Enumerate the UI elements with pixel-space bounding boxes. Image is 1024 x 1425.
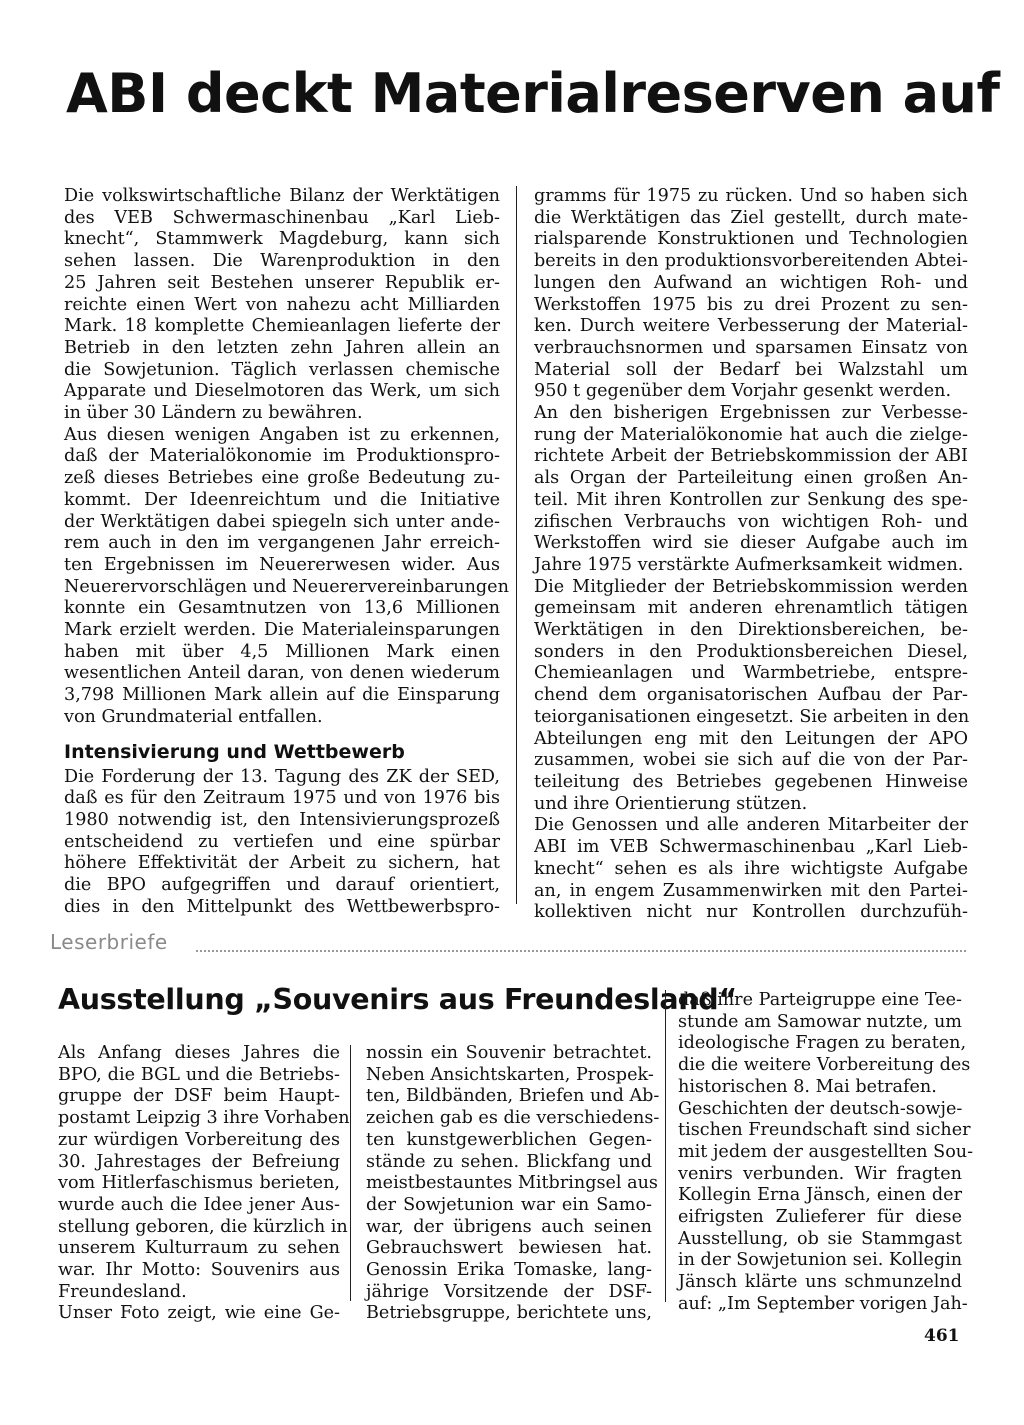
text-line: kollektiven nicht nur Kontrollen durchzufüh- [534, 902, 968, 923]
text-line: die Sowjetunion. Täglich verlassen chemische [64, 359, 500, 380]
text-line: Die Forderung der 13. Tagung des ZK der SED, [64, 766, 500, 787]
text-line: daß es für den Zeitraum 1975 und von 1976 bis [64, 788, 500, 809]
text-line: jährige Vorsitzende der DSF- [366, 1281, 652, 1302]
text-line: zur würdigen Vorbereitung des [58, 1129, 340, 1150]
text-line: Ausstellung, ob sie Stammgast [678, 1228, 962, 1249]
column-divider [665, 990, 666, 1302]
text-line: chend dem organisatorischen Aufbau der Par- [534, 685, 968, 706]
text-line: bereits in den produktionsvorbereitenden Abtei- [534, 251, 968, 272]
text-line: nossin ein Souvenir betrachtet. [366, 1043, 652, 1063]
text-line: daß ihre Parteigruppe eine Tee- [678, 990, 962, 1010]
paragraph [534, 577, 968, 816]
text-line: Freundesland. [58, 1281, 187, 1302]
paragraph [534, 186, 968, 403]
text-line: als Organ der Parteileitung einen großen An- [534, 468, 968, 489]
text-line: Die volkswirtschaftliche Bilanz der Werktätigen [64, 186, 500, 206]
text-line: war. Ihr Motto: Souvenirs aus [58, 1260, 340, 1281]
paragraph [64, 424, 509, 729]
text-line: ten, Bildbänden, Briefen und Ab- [366, 1086, 660, 1107]
text-line: zusammen, wobei sie sich auf die von der Par- [534, 750, 968, 771]
text-line: sonders in den Produktionsbereichen Diesel, [534, 641, 968, 662]
text-line: Geschichten der deutsch-sowje- [678, 1098, 963, 1119]
text-line: Aus diesen wenigen Angaben ist zu erkennen, [64, 424, 500, 445]
text-line: in der Sowjetunion sei. Kollegin [678, 1250, 963, 1271]
text-line: knecht“ sehen es als ihre wichtigste Aufgabe [534, 858, 968, 879]
text-line: die BPO aufgegriffen und darauf orientiert, [64, 875, 500, 896]
text-line: gramms für 1975 zu rücken. Und so haben sich [534, 186, 968, 206]
text-line: teil. Mit ihren Kontrollen zur Senkung des spe- [534, 489, 968, 510]
text-line: An den bisherigen Ergebnissen zur Verbesse- [534, 403, 968, 424]
text-line: Jänsch klärte uns schmunzelnd [678, 1272, 962, 1293]
subheading: Intensivierung und Wettbewerb [64, 740, 405, 763]
text-line: Abteilungen eng mit den Leitungen der APO [534, 728, 968, 749]
text-line: Material soll der Bedarf bei Walzstahl um [534, 359, 968, 380]
text-line: Jahre 1975 verstärkte Aufmerksamkeit widmen. [534, 554, 964, 575]
paragraph [58, 1043, 350, 1303]
paragraph [678, 990, 971, 1099]
text-line: 3,798 Millionen Mark allein auf die Einsparung [64, 685, 500, 706]
text-line: knecht“, Stammwerk Magdeburg, kann sich [64, 229, 500, 250]
text-line: 25 Jahren seit Bestehen unserer Republik er- [64, 272, 500, 293]
section-label: Leserbriefe [50, 930, 168, 954]
text-line: rem auch in den im vergangenen Jahr erreich- [64, 533, 500, 554]
text-line: zeichen gab es die verschiedens- [366, 1108, 660, 1129]
text-line: richtete Arbeit der Betriebskommission der ABI [534, 446, 968, 467]
text-line: Als Anfang dieses Jahres die [58, 1043, 340, 1063]
column-divider [516, 186, 517, 904]
text-line: ken. Durch weitere Verbesserung der Material- [534, 316, 968, 337]
paragraph [534, 815, 968, 924]
text-line: Betrieb in den letzten zehn Jahren allein an [64, 337, 500, 358]
text-line: Die Mitglieder der Betriebskommission werden [534, 576, 968, 597]
text-line: unserem Kulturraum zu sehen [58, 1238, 340, 1259]
text-line: sehen lassen. Die Warenproduktion in den [64, 251, 500, 272]
text-line: Mark erzielt werden. Die Materialeinsparungen [64, 620, 500, 641]
text-line: teiorganisationen eingesetzt. Sie arbeiten in den [534, 706, 970, 727]
text-line: konnte ein Gesamtnutzen von 13,6 Millionen [64, 598, 500, 619]
text-line: höhere Effektivität der Arbeit zu sichern, hat [64, 853, 500, 874]
text-line: mit jedem der ausgestellten Sou- [678, 1141, 974, 1162]
text-line: ten Ergebnissen im Neuererwesen wider. Aus [64, 554, 500, 575]
text-line: rialsparende Konstruktionen und Technologien [534, 229, 968, 250]
text-line: 30. Jahrestages der Befreiung [58, 1151, 340, 1172]
article-column-1 [64, 186, 509, 919]
text-line: 1980 notwendig ist, den Intensivierungsprozeß [64, 809, 500, 830]
text-line: Kollegin Erna Jänsch, einen der [678, 1185, 962, 1206]
text-line: wurde auch die Idee jener Aus- [58, 1194, 340, 1215]
text-line: dies in den Mittelpunkt des Wettbewerbspro- [64, 896, 500, 917]
text-line: stellung geboren, die kürzlich in [58, 1216, 348, 1237]
text-line: Gebrauchswert bewiesen hat. [366, 1238, 652, 1259]
text-line: Werkstoffen wird sie dieser Aufgabe auch im [534, 533, 968, 554]
text-line: stände zu sehen. Blickfang und [366, 1151, 652, 1172]
text-line: Genossin Erika Tomaske, lang- [366, 1260, 652, 1281]
text-line: der Werktätigen dabei spiegeln sich unter ande- [64, 511, 500, 532]
text-line: Chemieanlagen und Warmbetriebe, entspre- [534, 663, 968, 684]
text-line: Mark. 18 komplette Chemieanlagen lieferte der [64, 316, 500, 337]
column-divider [350, 1045, 351, 1301]
text-line: haben mit über 4,5 Millionen Mark einen [64, 641, 500, 662]
text-line: die die weitere Vorbereitung des [678, 1055, 971, 1076]
letter-column-1 [58, 1043, 350, 1325]
text-line: teileitung des Betriebes gegebenen Hinweise [534, 771, 968, 792]
text-line: BPO, die BGL und die Betriebs- [58, 1064, 340, 1085]
text-line: von Grundmaterial entfallen. [64, 706, 323, 727]
text-line: Werktätigen in den Direktionsbereichen, be- [534, 620, 968, 641]
text-line: reichte einen Wert von nahezu acht Milliarden [64, 294, 500, 315]
section-divider [196, 950, 966, 952]
text-line: des VEB Schwermaschinenbau „Karl Lieb- [64, 207, 500, 228]
text-line: Neuerervorschlägen und Neuerervereinbarungen [64, 576, 509, 597]
text-line: meistbestauntes Mitbringsel aus [366, 1173, 658, 1194]
text-line: in über 30 Ländern zu bewähren. [64, 403, 363, 424]
text-line: postamt Leipzig 3 ihre Vorhaben [58, 1108, 350, 1129]
text-line: ABI im VEB Schwermaschinenbau „Karl Lieb- [534, 837, 968, 858]
text-line: rung der Materialökonomie hat auch die zielge- [534, 424, 968, 445]
article-headline: ABI deckt Materialreserven auf [66, 62, 1000, 125]
letter-column-3 [678, 990, 974, 1316]
paragraph [64, 767, 500, 919]
text-line: ideologische Fragen zu beraten, [678, 1033, 967, 1054]
text-line: Apparate und Dieselmotoren das Werk, um sich [64, 381, 500, 402]
text-line: kommt. Der Ideenreichtum und die Initiative [64, 489, 500, 510]
letter-column-2 [366, 1043, 660, 1325]
paragraph [64, 186, 500, 425]
text-line: gemeinsam mit anderen ehrenamtlich tätigen [534, 598, 968, 619]
text-line: daß der Materialökonomie im Produktionspro- [64, 446, 500, 467]
text-line: 950 t gegenüber dem Vorjahr gesenkt werden. [534, 381, 952, 402]
text-line: tischen Freundschaft sind sicher [678, 1120, 971, 1141]
text-line: lungen den Aufwand an wichtigen Roh- und [534, 272, 968, 293]
text-line: wesentlichen Anteil daran, von denen wiederum [64, 663, 500, 684]
text-line: Die Genossen und alle anderen Mitarbeiter der [534, 815, 968, 836]
text-line: eifrigsten Zulieferer für diese [678, 1207, 962, 1228]
text-line: verbrauchsnormen und sparsamen Einsatz von [534, 337, 968, 358]
text-line: stunde am Samowar nutzte, um [678, 1011, 962, 1032]
text-line: historischen 8. Mai betrafen. [678, 1076, 937, 1097]
paragraph [534, 403, 968, 577]
text-line: war, der übrigens auch seinen [366, 1216, 652, 1237]
page-number: 461 [924, 1326, 960, 1346]
article-column-2 [534, 186, 968, 924]
text-line: an, in engem Zusammenwirken mit den Partei- [534, 880, 968, 901]
text-line: auf: „Im September vorigen Jah- [678, 1293, 968, 1314]
text-line: die Werktätigen das Ziel gestellt, durch mate- [534, 207, 968, 228]
text-line: der Sowjetunion war ein Samo- [366, 1194, 652, 1215]
text-line: entscheidend zu vertiefen und eine spürbar [64, 831, 500, 852]
letter-headline: Ausstellung „Souvenirs aus Freundesland“ [58, 983, 737, 1016]
text-line: zifischen Verbrauchs von wichtigen Roh- und [534, 511, 968, 532]
text-line: zeß dieses Betriebes eine große Bedeutung zu- [64, 468, 500, 489]
text-line: ten kunstgewerblichen Gegen- [366, 1129, 652, 1150]
paragraph [678, 1098, 974, 1316]
text-line: gruppe der DSF beim Haupt- [58, 1086, 340, 1107]
text-line: und ihre Orientierung stützen. [534, 793, 808, 814]
text-line: Unser Foto zeigt, wie eine Ge- [58, 1303, 340, 1324]
paragraph [366, 1043, 660, 1325]
text-line: Werkstoffen 1975 bis zu drei Prozent zu sen- [534, 294, 968, 315]
text-line: vom Hitlerfaschismus berieten, [58, 1173, 340, 1194]
text-line: venirs verbunden. Wir fragten [678, 1163, 962, 1184]
text-line: Betriebsgruppe, berichtete uns, [366, 1303, 652, 1324]
text-line: Neben Ansichtskarten, Prospek- [366, 1064, 654, 1085]
paragraph [58, 1303, 340, 1325]
